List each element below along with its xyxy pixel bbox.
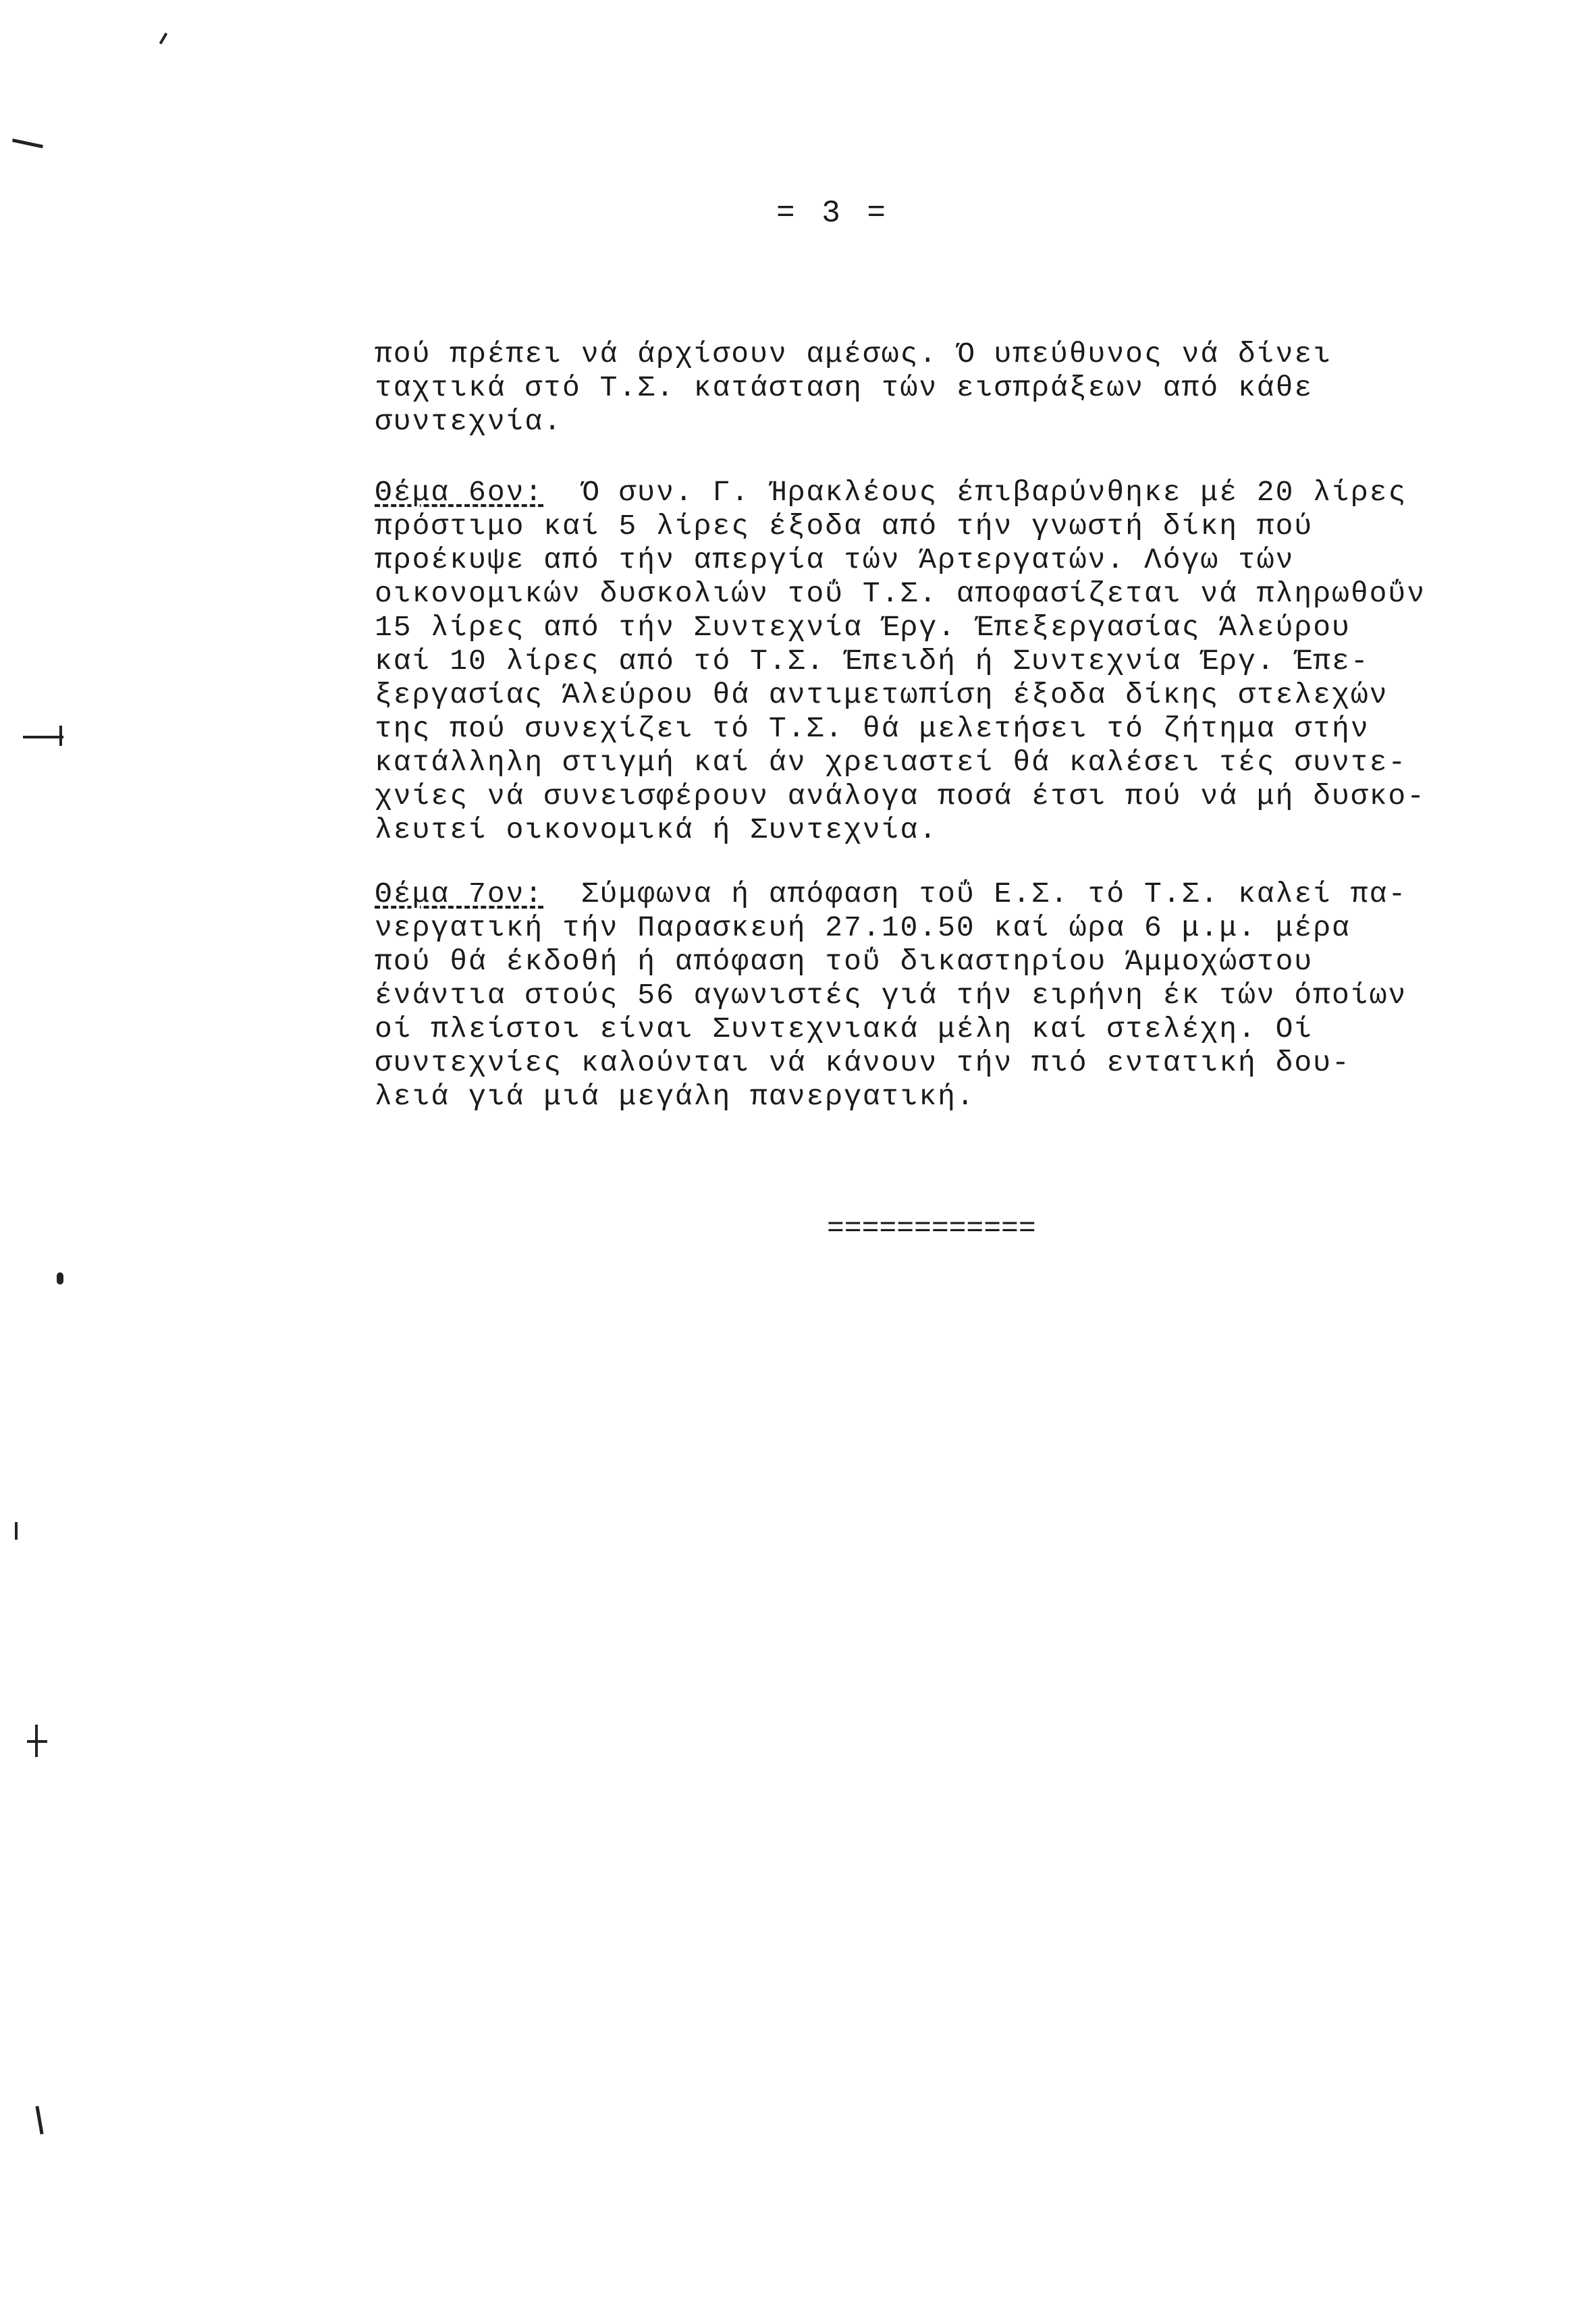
- scan-mark: [35, 2106, 43, 2134]
- text-line: νεργατική τήν Παρασκευή 27.10.50 καί ώρα 6 μ.μ. μέρα: [375, 911, 1351, 944]
- topic-label: Θέμα 7ον:: [375, 877, 544, 911]
- text-line: καί 10 λίρες από τό Τ.Σ. Έπειδή ή Συντεχνία Έργ. Έπε-: [375, 645, 1370, 678]
- scan-mark: [12, 138, 43, 148]
- text-line: πρόστιμο καί 5 λίρες έξοδα από τήν γνωστή δίκη πού: [375, 510, 1314, 543]
- topic-text: Ό συν. Γ. Ήρακλέους έπιβαρύνθηκε μέ 20 λίρες: [543, 476, 1407, 509]
- topic-text: Σύμφωνα ή απόφαση τοΰ Ε.Σ. τό Τ.Σ. καλεί πα-: [543, 877, 1407, 911]
- paragraph-topic-7: [375, 877, 1536, 1114]
- paragraph-topic-6: [375, 476, 1536, 847]
- text-line: 15 λίρες από τήν Συντεχνία Έργ. Έπεξεργασίας Άλεύρου: [375, 611, 1351, 644]
- text-line: ένάντια στούς 56 αγωνιστές γιά τήν ειρήνη έκ τών όποίων: [375, 979, 1407, 1012]
- scan-mark: [27, 1740, 47, 1743]
- text-line: λευτεί οικονομικά ή Συντεχνία.: [375, 813, 938, 846]
- scan-mark: [59, 726, 62, 746]
- scan-mark: [23, 736, 63, 738]
- scan-mark: [57, 1272, 63, 1285]
- topic-label: Θέμα 6ον:: [375, 476, 544, 509]
- scan-mark: [15, 1522, 18, 1540]
- paragraph-continuation: [375, 337, 1536, 439]
- text-line: συντεχνίες καλούνται νά κάνουν τήν πιό εντατική δου-: [375, 1046, 1351, 1079]
- text-line: [375, 877, 1536, 911]
- page-number: = 3 =: [776, 196, 890, 231]
- text-line: της πού συνεχίζει τό Τ.Σ. θά μελετήσει τό ζήτημα στήν: [375, 712, 1370, 745]
- text-line: [375, 476, 1536, 510]
- text-line: προέκυψε από τήν απεργία τών Άρτεργατών. Λόγω τών: [375, 543, 1295, 576]
- section-separator: ============: [827, 1212, 1036, 1245]
- text-line: κατάλληλη στιγμή καί άν χρειαστεί θά καλέσει τές συντε-: [375, 746, 1407, 779]
- text-line: πού θά έκδοθή ή απόφαση τοΰ δικαστηρίου Άμμοχώστου: [375, 945, 1314, 978]
- text-line: πού πρέπει νά άρχίσουν αμέσως. Ό υπεύθυνος νά δίνει: [375, 337, 1332, 371]
- text-line: συντεχνία.: [375, 405, 563, 438]
- scan-mark: [159, 32, 167, 45]
- text-line: οί πλείστοι είναι Συντεχνιακά μέλη καί στελέχη. Οί: [375, 1012, 1314, 1046]
- text-line: ταχτικά στό Τ.Σ. κατάσταση τών εισπράξεων από κάθε: [375, 371, 1314, 404]
- text-line: λειά γιά μιά μεγάλη πανεργατική.: [375, 1080, 975, 1113]
- text-line: ξεργασίας Άλεύρου θά αντιμετωπίση έξοδα δίκης στελεχών: [375, 678, 1388, 711]
- text-line: χνίες νά συνεισφέρουν ανάλογα ποσά έτσι πού νά μή δυσκο-: [375, 780, 1426, 813]
- text-line: οικονομικών δυσκολιών τοΰ Τ.Σ. αποφασίζεται νά πληρωθοΰν: [375, 577, 1426, 610]
